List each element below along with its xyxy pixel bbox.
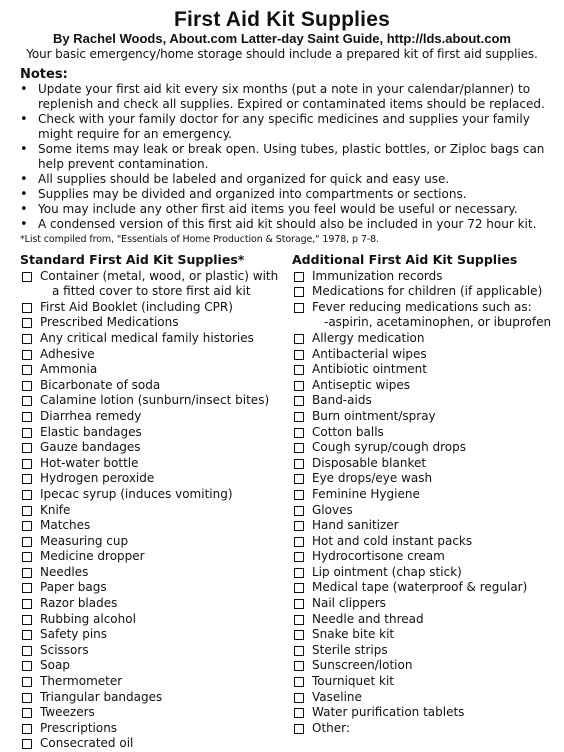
checklist-item: [20, 315, 288, 331]
checkbox-icon[interactable]: [22, 459, 32, 469]
checklist-item-label: Medical tape (waterproof & regular): [312, 580, 528, 595]
checklist-item-label: Ammonia: [40, 362, 98, 377]
checklist-item: [292, 347, 556, 363]
checklist-item: [20, 456, 288, 472]
checklist-item: [292, 534, 556, 550]
checklist-item-label: Triangular bandages: [40, 689, 163, 704]
checklist-item: [20, 705, 288, 721]
checkbox-icon[interactable]: [294, 428, 304, 438]
checkbox-icon[interactable]: [22, 396, 32, 406]
checklist-item: [292, 300, 556, 331]
checklist-item-label: Antibacterial wipes: [312, 346, 427, 361]
standard-supplies-list: [20, 269, 288, 752]
checklist-item: [292, 580, 556, 596]
checklist-item-label: Hot-water bottle: [40, 455, 139, 470]
author-byline: By Rachel Woods, About.com Latter-day Saint Guide, http://lds.about.com: [53, 31, 511, 46]
checkbox-icon[interactable]: [22, 630, 32, 640]
checklist-item-label: Burn ointment/spray: [312, 408, 436, 423]
checkbox-icon[interactable]: [294, 396, 304, 406]
checklist-item: [20, 736, 288, 752]
note-item: • Supplies may be divided and organized into compartments or sections.: [20, 187, 550, 202]
checklist-item-label: Hydrogen peroxide: [40, 471, 155, 486]
checklist-item-label: Measuring cup: [40, 533, 129, 548]
checklist-item-label: Gauze bandages: [40, 440, 141, 455]
additional-supplies-list: [292, 269, 556, 737]
checkbox-icon[interactable]: [294, 506, 304, 516]
checklist-item-label: Matches: [40, 518, 91, 533]
checkbox-icon[interactable]: [294, 443, 304, 453]
checkbox-icon[interactable]: [22, 693, 32, 703]
checklist-item-label: Sunscreen/lotion: [312, 658, 413, 673]
checklist-item-label: Needle and thread: [312, 611, 424, 626]
checklist-item: [292, 503, 556, 519]
checklist-item: [20, 440, 288, 456]
checkbox-icon[interactable]: [22, 677, 32, 687]
checklist-item-label: Disposable blanket: [312, 455, 427, 470]
checklist-item: [20, 643, 288, 659]
checklist-item: [292, 378, 556, 394]
checklist-item: [292, 456, 556, 472]
note-item: • Update your first aid kit every six months (put a note in your calendar/planner) to replenish and check all supplies. Expired or contaminated items should be replaced.: [20, 82, 550, 112]
checklist-item-label: Paper bags: [40, 580, 107, 595]
checklist-item: [292, 612, 556, 628]
checklist-item: [292, 331, 556, 347]
checklist-item: [20, 269, 288, 300]
checkbox-icon[interactable]: [22, 724, 32, 734]
notes-list: [20, 82, 550, 232]
checkbox-icon[interactable]: [22, 615, 32, 625]
checklist-item: [20, 549, 288, 565]
checklist-item: [20, 487, 288, 503]
checkbox-icon[interactable]: [294, 287, 304, 297]
checklist-item: [20, 658, 288, 674]
checkbox-icon[interactable]: [22, 739, 32, 749]
checklist-item-label: Diarrhea remedy: [40, 408, 142, 423]
checklist-item-label: Scissors: [40, 642, 89, 657]
page-title: First Aid Kit Supplies: [174, 8, 390, 31]
checklist-item-label: Fever reducing medications such as:: [312, 299, 532, 314]
checklist-item-label: Other:: [312, 720, 350, 735]
checklist-item: [20, 518, 288, 534]
checkbox-icon[interactable]: [294, 474, 304, 484]
checklist-item-label: Hydrocortisone cream: [312, 549, 445, 564]
checklist-item: [292, 269, 556, 285]
checklist-item-label: Hand sanitizer: [312, 518, 399, 533]
checkbox-icon[interactable]: [294, 583, 304, 593]
checkbox-icon[interactable]: [22, 583, 32, 593]
checklist-item-label: Bicarbonate of soda: [40, 377, 161, 392]
checkbox-icon[interactable]: [294, 303, 304, 313]
checkbox-icon[interactable]: [22, 661, 32, 671]
checklist-item: [292, 284, 556, 300]
checklist-item: [292, 393, 556, 409]
checklist-item-label: Elastic bandages: [40, 424, 142, 439]
checklist-item: [292, 674, 556, 690]
checkbox-icon[interactable]: [22, 272, 32, 282]
checkbox-icon[interactable]: [294, 521, 304, 531]
checkbox-icon[interactable]: [294, 693, 304, 703]
checkbox-icon[interactable]: [294, 537, 304, 547]
checkbox-icon[interactable]: [294, 412, 304, 422]
checklist-item: [292, 487, 556, 503]
checklist-item: [20, 409, 288, 425]
checklist-item: [292, 690, 556, 706]
checklist-item-label: Allergy medication: [312, 330, 425, 345]
checklist-item: [20, 612, 288, 628]
checklist-item-label: Medicine dropper: [40, 549, 145, 564]
checklist-item: [292, 596, 556, 612]
additional-supplies-column: [292, 252, 556, 736]
checkbox-icon[interactable]: [294, 350, 304, 360]
checklist-item: [292, 549, 556, 565]
checkbox-icon[interactable]: [294, 708, 304, 718]
checklist-item-label: Any critical medical family histories: [40, 330, 254, 345]
checklist-item: [20, 690, 288, 706]
checklist-item: [292, 471, 556, 487]
note-item: • Some items may leak or break open. Using tubes, plastic bottles, or Ziploc bags can help prevent contamination.: [20, 142, 550, 172]
checkbox-icon[interactable]: [22, 303, 32, 313]
intro-text: Your basic emergency/home storage should include a prepared kit of first aid supplies.: [26, 47, 538, 61]
checklist-item: [292, 425, 556, 441]
checkbox-icon[interactable]: [294, 646, 304, 656]
checklist-item: [292, 362, 556, 378]
checkbox-icon[interactable]: [294, 334, 304, 344]
checkbox-icon[interactable]: [294, 272, 304, 282]
notes-heading: Notes:: [20, 67, 68, 82]
checkbox-icon[interactable]: [22, 428, 32, 438]
checkbox-icon[interactable]: [294, 381, 304, 391]
checklist-item: [20, 378, 288, 394]
checklist-item-label: Rubbing alcohol: [40, 611, 136, 626]
checklist-item: [20, 721, 288, 737]
checklist-item: [292, 658, 556, 674]
checklist-item-label: Container (metal, wood, or plastic) with: [40, 268, 279, 283]
checklist-item-label: Hot and cold instant packs: [312, 533, 473, 548]
note-item: • You may include any other first aid items you feel would be useful or necessary.: [20, 202, 550, 217]
checklist-item-label: Tweezers: [40, 705, 95, 720]
checkbox-icon[interactable]: [22, 646, 32, 656]
checklist-item: [292, 705, 556, 721]
checklist-item: [20, 596, 288, 612]
checkbox-icon[interactable]: [22, 537, 32, 547]
checklist-item: [20, 627, 288, 643]
checklist-item-label: Snake bite kit: [312, 627, 395, 642]
checkbox-icon[interactable]: [294, 490, 304, 500]
checkbox-icon[interactable]: [22, 708, 32, 718]
checkbox-icon[interactable]: [22, 552, 32, 562]
checklist-item-label: Needles: [40, 564, 89, 579]
checkbox-icon[interactable]: [294, 568, 304, 578]
checkbox-icon[interactable]: [22, 474, 32, 484]
checklist-item-label: Thermometer: [40, 674, 123, 689]
checklist-item: [20, 331, 288, 347]
checklist-item: [20, 300, 288, 316]
checklist-item-label: First Aid Booklet (including CPR): [40, 299, 233, 314]
checkbox-icon[interactable]: [22, 334, 32, 344]
additional-supplies-heading: Additional First Aid Kit Supplies: [292, 252, 518, 267]
checklist-item-label: Soap: [40, 658, 70, 673]
checklist-item-label: Feminine Hygiene: [312, 486, 420, 501]
checklist-item: [292, 721, 556, 737]
source-citation: *List compiled from, "Essentials of Home Production & Storage," 1978, p 7-8.: [20, 234, 379, 245]
checklist-item-label: Adhesive: [40, 346, 95, 361]
checkbox-icon[interactable]: [22, 350, 32, 360]
checklist-item: [292, 409, 556, 425]
note-item: • A condensed version of this first aid kit should also be included in your 72 hour kit.: [20, 217, 550, 232]
standard-supplies-heading: Standard First Aid Kit Supplies*: [20, 252, 245, 267]
checklist-item: [292, 518, 556, 534]
checkbox-icon[interactable]: [22, 412, 32, 422]
checkbox-icon[interactable]: [294, 615, 304, 625]
checklist-item: [292, 627, 556, 643]
checkbox-icon[interactable]: [294, 552, 304, 562]
checklist-item-label: Sterile strips: [312, 642, 388, 657]
checklist-item: [20, 362, 288, 378]
checklist-item: [20, 471, 288, 487]
checklist-item-label: Calamine lotion (sunburn/insect bites): [40, 393, 270, 408]
checklist-item-label: Antiseptic wipes: [312, 377, 410, 392]
checkbox-icon[interactable]: [294, 677, 304, 687]
checklist-item-label: Immunization records: [312, 268, 443, 283]
checklist-item: [20, 534, 288, 550]
checklist-item-label: Eye drops/eye wash: [312, 471, 433, 486]
checklist-item-continuation: -aspirin, acetaminophen, or ibuprofen: [324, 315, 552, 330]
note-item: • All supplies should be labeled and organized for quick and easy use.: [20, 172, 550, 187]
checklist-item-label: Prescribed Medications: [40, 315, 179, 330]
checkbox-icon[interactable]: [22, 490, 32, 500]
checklist-item: [20, 580, 288, 596]
checklist-item: [292, 440, 556, 456]
checklist-item: [20, 565, 288, 581]
checklist-item-label: Gloves: [312, 502, 353, 517]
checklist-item-label: Prescriptions: [40, 720, 118, 735]
checklist-item-label: Medications for children (if applicable): [312, 284, 543, 299]
checklist-item: [292, 565, 556, 581]
checkbox-icon[interactable]: [294, 630, 304, 640]
checklist-item-label: Lip ointment (chap stick): [312, 564, 462, 579]
checklist-item-label: Knife: [40, 502, 71, 517]
checkbox-icon[interactable]: [22, 318, 32, 328]
checklist-item-label: Cotton balls: [312, 424, 384, 439]
checklist-item-label: Antibiotic ointment: [312, 362, 427, 377]
checklist-item: [20, 503, 288, 519]
checkbox-icon[interactable]: [22, 521, 32, 531]
checklist-item: [20, 674, 288, 690]
standard-supplies-column: [20, 252, 288, 752]
checklist-item-label: Water purification tablets: [312, 705, 465, 720]
checklist-item-label: Vaseline: [312, 689, 362, 704]
checklist-item: [20, 347, 288, 363]
checkbox-icon[interactable]: [22, 599, 32, 609]
checkbox-icon[interactable]: [22, 506, 32, 516]
checkbox-icon[interactable]: [22, 568, 32, 578]
checkbox-icon[interactable]: [294, 724, 304, 734]
checkbox-icon[interactable]: [22, 381, 32, 391]
checklist-item-label: Safety pins: [40, 627, 108, 642]
checkbox-icon[interactable]: [22, 365, 32, 375]
checklist-item-label: Cough syrup/cough drops: [312, 440, 466, 455]
checkbox-icon[interactable]: [294, 661, 304, 671]
checkbox-icon[interactable]: [294, 365, 304, 375]
checklist-item-label: Tourniquet kit: [312, 674, 395, 689]
note-item: • Check with your family doctor for any specific medicines and supplies your family might require for an emergency.: [20, 112, 550, 142]
checklist-item: [20, 425, 288, 441]
checkbox-icon[interactable]: [294, 459, 304, 469]
checklist-item-label: Consecrated oil: [40, 736, 134, 751]
checklist-item: [292, 643, 556, 659]
checklist-item-label: Ipecac syrup (induces vomiting): [40, 486, 233, 501]
checklist-item-label: Nail clippers: [312, 596, 386, 611]
checklist-item-label: Razor blades: [40, 596, 118, 611]
checklist-item-continuation: a fitted cover to store first aid kit: [52, 284, 251, 299]
checkbox-icon[interactable]: [294, 599, 304, 609]
checklist-item: [20, 393, 288, 409]
checklist-item-label: Band-aids: [312, 393, 372, 408]
checkbox-icon[interactable]: [22, 443, 32, 453]
